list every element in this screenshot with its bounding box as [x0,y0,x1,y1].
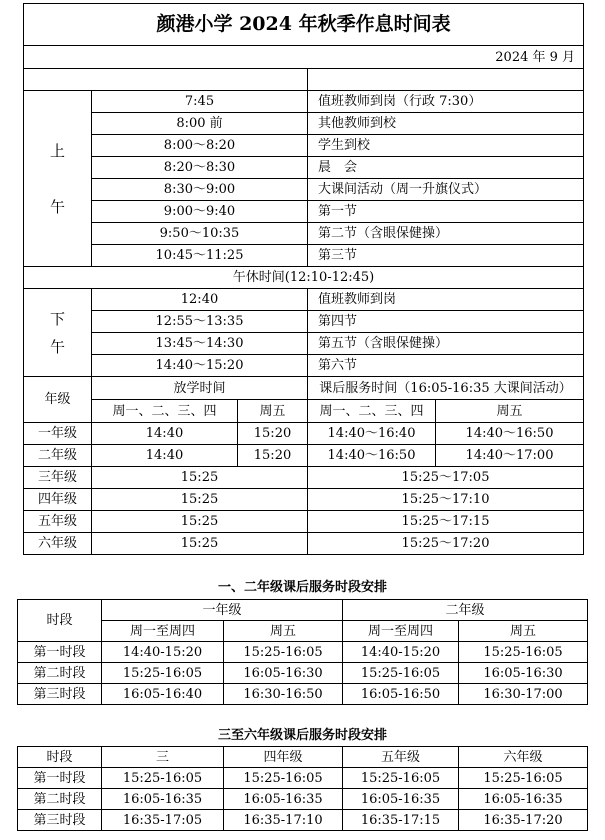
service-time: 15:25～17:20 [308,533,584,555]
morning-event: 大课间活动（周一升旗仪式） [308,179,584,201]
grade36-service-table [17,746,588,831]
dismiss-time: 14:40 [92,445,238,467]
morning-time: 8:30～9:00 [92,179,308,201]
period-cell: 第一时段 [18,642,102,663]
service-time: 15:25～17:15 [308,511,584,533]
time-cell: 16:35-17:15 [343,810,459,831]
grade6-header: 六年级 [459,747,588,768]
dismiss-time: 15:25 [92,467,308,489]
morning-time: 9:50～10:35 [92,223,308,245]
grade5-header: 五年级 [343,747,459,768]
time-cell: 16:05-16:50 [343,684,459,705]
blank-cell [24,69,308,91]
dismiss-time: 15:20 [238,445,308,467]
grade-cell: 一年级 [24,423,92,445]
mon-thu-header: 周一至周四 [343,621,459,642]
time-cell: 16:05-16:30 [459,663,588,684]
time-cell: 16:35-17:10 [224,810,343,831]
fri-header: 周五 [459,621,588,642]
time-cell: 16:05-16:35 [459,789,588,810]
time-cell: 16:30-16:50 [224,684,343,705]
grade1-header: 一年级 [102,600,343,621]
morning-event: 其他教师到校 [308,113,584,135]
mon-thu-header: 周一至周四 [102,621,224,642]
time-cell: 16:05-16:40 [102,684,224,705]
grade4-header: 四年级 [224,747,343,768]
period-cell: 第一时段 [18,768,102,789]
afternoon-event: 值班教师到岗 [308,289,584,311]
mon-thu-header: 周一、二、三、四 [92,400,238,423]
morning-time: 9:00～9:40 [92,201,308,223]
afternoon-time: 14:40～15:20 [92,355,308,377]
noon-break: 午休时间(12:10-12:45) [24,267,584,289]
page-title: 颜港小学 2024 年秋季作息时间表 [24,4,584,46]
grade-cell: 五年级 [24,511,92,533]
time-cell: 16:30-17:00 [459,684,588,705]
service-time: 15:25～17:05 [308,467,584,489]
service-time: 14:40～16:50 [308,445,436,467]
afternoon-time: 12:40 [92,289,308,311]
afternoon-event: 第四节 [308,311,584,333]
fri-header: 周五 [436,400,584,423]
dismiss-time: 15:25 [92,533,308,555]
grade2-header: 二年级 [343,600,588,621]
time-cell: 14:40-15:20 [102,642,224,663]
morning-time: 8:20～8:30 [92,157,308,179]
afternoon-event: 第六节 [308,355,584,377]
morning-event: 晨 会 [308,157,584,179]
morning-event: 值班教师到岗（行政 7:30） [308,91,584,113]
grade3-header: 三 [102,747,224,768]
grade-cell: 二年级 [24,445,92,467]
dismiss-time: 15:20 [238,423,308,445]
time-cell: 15:25-16:05 [343,768,459,789]
time-cell: 16:05-16:30 [224,663,343,684]
service-time: 14:40～16:40 [308,423,436,445]
period-cell: 第三时段 [18,810,102,831]
grade-cell: 四年级 [24,489,92,511]
fri-header: 周五 [224,621,343,642]
morning-time: 7:45 [92,91,308,113]
morning-time: 8:00～8:20 [92,135,308,157]
morning-event: 第三节 [308,245,584,267]
time-cell: 15:25-16:05 [102,768,224,789]
time-cell: 15:25-16:05 [459,768,588,789]
time-cell: 15:25-16:05 [343,663,459,684]
time-cell: 15:25-16:05 [102,663,224,684]
morning-label: 上 午 [24,91,92,267]
afternoon-event: 第五节（含眼保健操） [308,333,584,355]
afternoon-time: 12:55～13:35 [92,311,308,333]
dismiss-time: 14:40 [92,423,238,445]
dismiss-time: 15:25 [92,489,308,511]
period-cell: 第二时段 [18,663,102,684]
time-cell: 15:25-16:05 [224,642,343,663]
morning-event: 第一节 [308,201,584,223]
time-cell: 16:05-16:35 [343,789,459,810]
dismiss-time: 15:25 [92,511,308,533]
period-cell: 第三时段 [18,684,102,705]
date-label: 2024 年 9 月 [24,46,584,69]
period-header: 时段 [18,600,102,642]
grade-header: 年级 [24,377,92,423]
period-header: 时段 [18,747,102,768]
service-time: 15:25～17:10 [308,489,584,511]
time-cell: 16:05-16:35 [102,789,224,810]
time-cell: 15:25-16:05 [224,768,343,789]
dismiss-header: 放学时间 [92,377,308,400]
service-time: 14:40～16:50 [436,423,584,445]
time-cell: 16:05-16:35 [224,789,343,810]
service-time: 14:40～17:00 [436,445,584,467]
morning-event: 第二节（含眼保健操） [308,223,584,245]
period-cell: 第二时段 [18,789,102,810]
schedule-table [23,3,584,555]
grade12-service-table [17,599,588,705]
table2-heading: 一、二年级课后服务时段安排 [217,580,387,595]
morning-time: 8:00 前 [92,113,308,135]
time-cell: 16:35-17:05 [102,810,224,831]
service-header: 课后服务时间（16:05-16:35 大课间活动） [308,377,584,400]
grade-cell: 六年级 [24,533,92,555]
morning-time: 10:45～11:25 [92,245,308,267]
blank-cell [308,69,584,91]
morning-event: 学生到校 [308,135,584,157]
time-cell: 14:40-15:20 [343,642,459,663]
time-cell: 15:25-16:05 [459,642,588,663]
table3-heading: 三至六年级课后服务时段安排 [217,728,387,743]
mon-thu-header: 周一、二、三、四 [308,400,436,423]
afternoon-time: 13:45～14:30 [92,333,308,355]
afternoon-label: 下 午 [24,289,92,377]
fri-header: 周五 [238,400,308,423]
grade-cell: 三年级 [24,467,92,489]
time-cell: 16:35-17:20 [459,810,588,831]
